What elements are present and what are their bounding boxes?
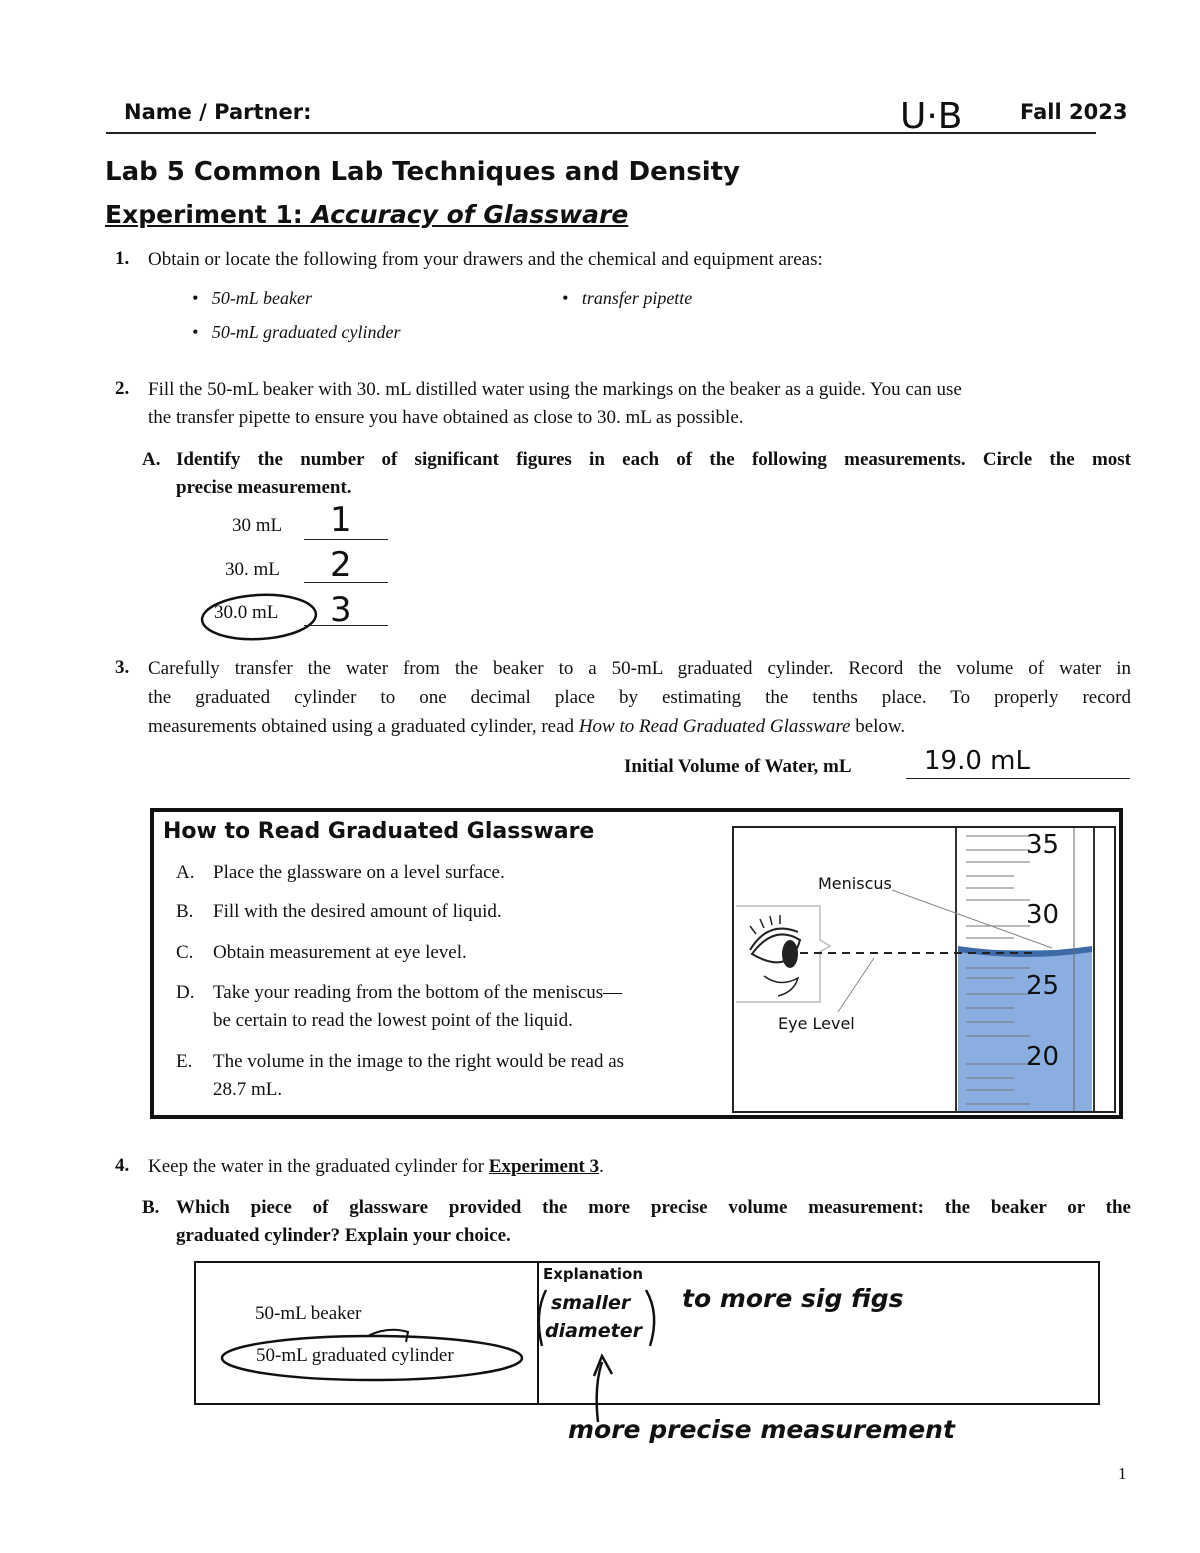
howto-letter-a: A. (176, 862, 195, 883)
hand-note: smaller (551, 1292, 631, 1314)
measurement-label-2: 30. mL (225, 559, 280, 580)
scale-label-25: 25 (1026, 971, 1060, 1001)
item-pipette: transfer pipette (581, 288, 693, 308)
question-a-line1: Identify the number of significant figures in each of the following measurements. Circle the most (176, 449, 1131, 470)
step2-number: 2. (115, 378, 130, 399)
experiment-heading (105, 200, 628, 229)
howto-letter-d: D. (176, 982, 195, 1003)
step3-line3 (148, 713, 905, 742)
howto-step-b: Fill with the desired amount of liquid. (213, 901, 502, 922)
step3-line2: the graduated cylinder to one decimal place by estimating the tenths place. To properly record (148, 687, 1131, 708)
howto-step-d-2: be certain to read the lowest point of the liquid. (213, 1010, 573, 1031)
question-b-line2: graduated cylinder? Explain your choice. (176, 1225, 511, 1246)
step4-text-main: Keep the water in the graduated cylinder for (148, 1156, 489, 1177)
step3-line1: Carefully transfer the water from the beaker to a 50-mL graduated cylinder. Record the volume of water in (148, 658, 1131, 679)
list-item: • 50-mL graduated cylinder (192, 322, 401, 342)
step2-line1: Fill the 50-mL beaker with 30. mL distilled water using the markings on the beaker as a guide. You can use (148, 379, 962, 400)
option-beaker: 50-mL beaker (255, 1303, 362, 1324)
measurement-label-1: 30 mL (232, 515, 283, 536)
howto-letter-b: B. (176, 901, 194, 922)
howto-step-e-2: 28.7 mL. (213, 1079, 283, 1100)
list-item: • transfer pipette (562, 288, 693, 308)
step3-line3-ref: How to Read Graduated Glassware (578, 716, 851, 737)
eye-level-label: Eye Level (778, 1014, 855, 1033)
step3-line3-end: below. (850, 716, 906, 737)
handwritten-brackets (532, 1284, 672, 1424)
question-b-line1: Which piece of glassware provided the more precise volume measurement: the beaker or the (176, 1197, 1131, 1218)
scale-label-20: 20 (1026, 1042, 1060, 1072)
step4-text (148, 1153, 604, 1182)
page-title: Lab 5 Common Lab Techniques and Density (105, 157, 740, 187)
howto-step-c: Obtain measurement at eye level. (213, 942, 467, 963)
experiment-name: Accuracy of Glassware (311, 200, 629, 229)
howto-step-d-1: Take your reading from the bottom of the meniscus— (213, 982, 623, 1003)
step2-line2: the transfer pipette to ensure you have obtained as close to 30. mL as possible. (148, 407, 744, 428)
howto-title: How to Read Graduated Glassware (163, 819, 595, 844)
item-cylinder: 50-mL graduated cylinder (211, 322, 401, 342)
initial-volume-value: 19.0 mL (924, 746, 1030, 776)
step4-number: 4. (115, 1155, 130, 1176)
answer-1: 1 (330, 500, 352, 540)
hand-note: diameter (545, 1320, 642, 1342)
step1-number: 1. (115, 248, 130, 269)
initial-volume-label: Initial Volume of Water, mL (624, 756, 852, 777)
scale-label-30: 30 (1026, 900, 1060, 930)
item-beaker: 50-mL beaker (211, 288, 312, 308)
howto-letter-e: E. (176, 1051, 193, 1072)
meniscus-label: Meniscus (818, 874, 892, 893)
scale-label-35: 35 (1026, 830, 1060, 860)
question-a-letter: A. (142, 449, 161, 470)
signature: U·B (900, 96, 963, 137)
hand-note: to more sig figs (682, 1284, 904, 1313)
measurement-label-3: 30.0 mL (214, 602, 279, 623)
answer-2: 2 (330, 545, 352, 585)
question-a-line2: precise measurement. (176, 477, 352, 498)
list-item: • 50-mL beaker (192, 288, 312, 308)
howto-step-e-1: The volume in the image to the right would be read as (213, 1051, 625, 1072)
option-cylinder: 50-mL graduated cylinder (256, 1345, 454, 1366)
initial-volume-blank (906, 778, 1130, 779)
step4-experiment-ref: Experiment 3 (488, 1156, 600, 1177)
term-label: Fall 2023 (1020, 100, 1128, 124)
howto-letter-c: C. (176, 942, 194, 963)
name-partner-label: Name / Partner: (124, 100, 312, 124)
step1-text: Obtain or locate the following from your drawers and the chemical and equipment areas: (148, 249, 823, 270)
step3-line3-text: measurements obtained using a graduated cylinder, read (148, 716, 579, 737)
hand-note: more precise measurement (568, 1415, 955, 1444)
experiment-label: Experiment 1: (105, 200, 303, 229)
step4-text-end: . (599, 1156, 604, 1177)
howto-step-a: Place the glassware on a level surface. (213, 862, 505, 883)
page-number: 1 (1118, 1464, 1127, 1483)
step3-number: 3. (115, 657, 130, 678)
answer-3: 3 (330, 590, 352, 630)
cylinder-figure (732, 826, 1116, 1113)
header-rule (106, 132, 1096, 134)
question-b-letter: B. (142, 1197, 160, 1218)
explanation-label: Explanation (543, 1265, 644, 1283)
